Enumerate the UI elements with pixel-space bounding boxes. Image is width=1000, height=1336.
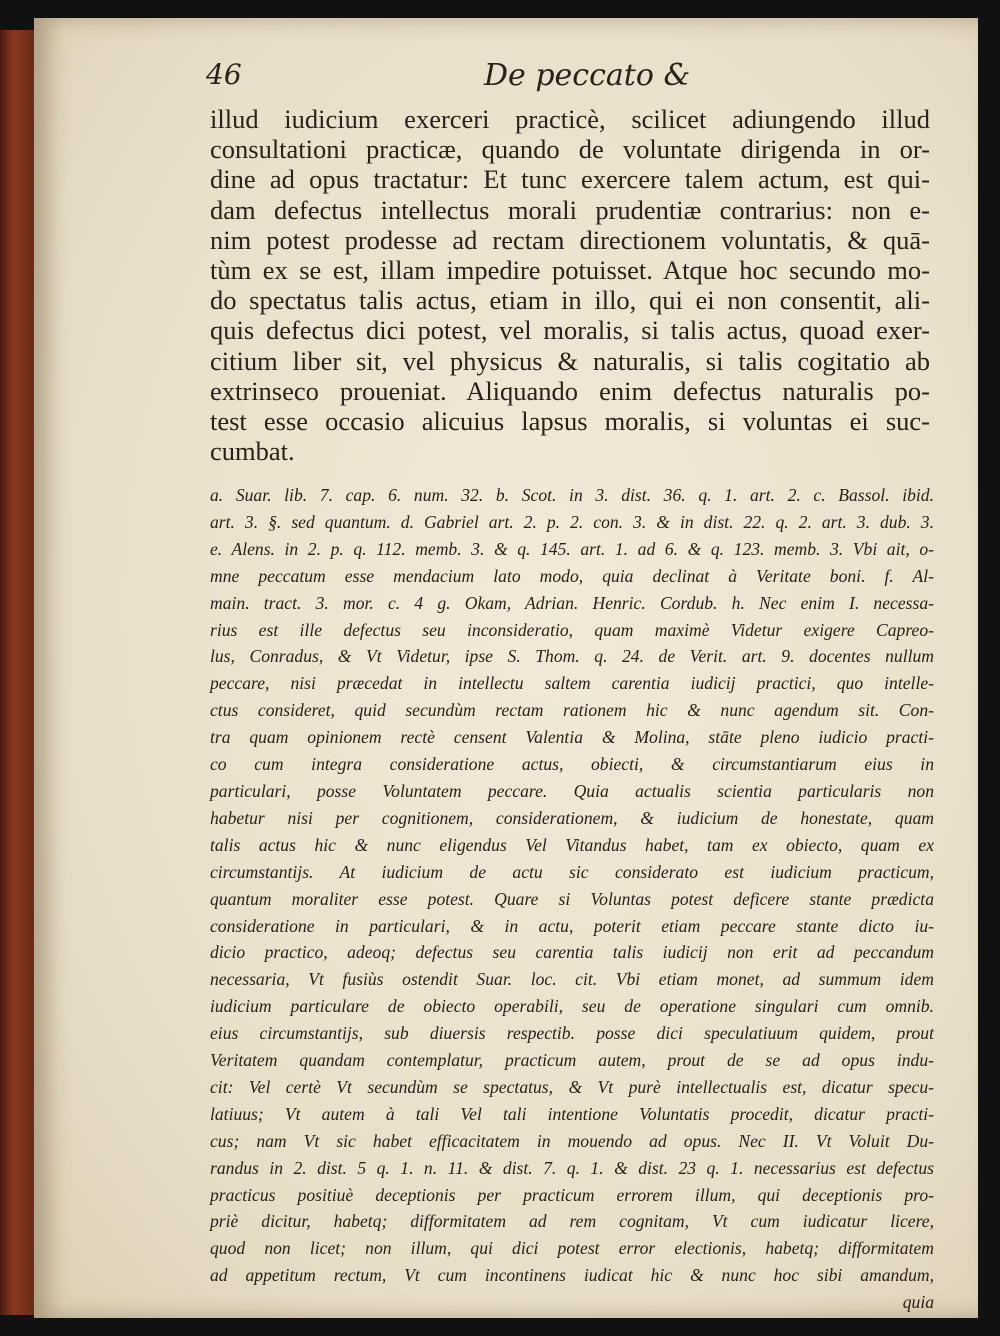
page-number: 46 (206, 58, 242, 91)
note-line: eius circumstantijs, sub diuersis respectib. posse dici speculatiuum quidem, prout (210, 1023, 934, 1044)
main-text-line: consultationi practicæ, quando de voluntate dirigenda in or- (210, 134, 930, 165)
note-line: Veritatem quandam contemplatur, practicum autem, prout de se ad opus indu- (210, 1050, 934, 1071)
note-line: particulari, posse Voluntatem peccare. Quia actualis scientia particularis non (210, 780, 934, 801)
main-text-line: dam defectus intellectus morali prudentiæ contrarius: non e- (210, 194, 930, 225)
running-head (206, 58, 898, 98)
note-line: peccare, nisi præcedat in intellectu saltem carentia iudicij practici, quo intelle- (210, 673, 934, 694)
note-line: quantum moraliter esse potest. Quare si Voluntas potest deficere stante prædicta (210, 888, 934, 909)
running-title: De peccato & (484, 58, 691, 93)
note-line: art. 3. §. sed quantum. d. Gabriel art. 2. p. 2. con. 3. & in dist. 22. q. 2. art. 3. dub. 3. (210, 511, 934, 532)
note-line: randus in 2. dist. 5 q. 1. n. 11. & dist. 7. q. 1. & dist. 23 q. 1. necessarius est defectus (210, 1157, 934, 1178)
book-edge (0, 30, 34, 1315)
main-text-line: dine ad opus tractatur: Et tunc exercere talem actum, est qui- (210, 164, 930, 195)
note-line: mne peccatum esse mendacium lato modo, quia declinat à Veritate boni. f. Al- (210, 565, 934, 586)
note-line: habetur nisi per cognitionem, considerationem, & iudicium de honestate, quam (210, 807, 934, 828)
note-line: cit: Vel certè Vt secundùm se spectatus, & Vt purè intellectualis est, dicatur specu- (210, 1076, 934, 1097)
main-text-line: nim potest prodesse ad rectam directionem voluntatis, & quā- (210, 224, 930, 255)
note-line: co cum integra consideratione actus, obiecti, & circumstantiarum eius in (210, 754, 934, 775)
note-line: a. Suar. lib. 7. cap. 6. num. 32. b. Scot. in 3. dist. 36. q. 1. art. 2. c. Bassol. ibid. (210, 485, 934, 505)
note-line: ad appetitum rectum, Vt cum incontinens iudicat hic & nunc hoc sibi amandum, (210, 1265, 934, 1286)
note-line: iudicium particulare de obiecto operabili, seu de operatione singulari cum omnib. (210, 996, 934, 1017)
main-text-line: cumbat. (210, 436, 295, 467)
note-line: priè dicitur, habetq; difformitatem ad rem cognitam, Vt cum iudicatur licere, (210, 1211, 934, 1232)
note-line: ctus consideret, quid secundùm rectam rationem hic & nunc agendum sit. Con- (210, 700, 934, 721)
main-text-line: do spectatus talis actus, etiam in illo, qui ei non consentit, ali- (210, 285, 930, 316)
note-line: lus, Conradus, & Vt Videtur, ipse S. Thom. q. 24. de Verit. art. 9. docentes nullum (210, 646, 934, 667)
note-line: tra quam opinionem rectè censent Valentia & Molina, stāte pleno iudicio practi- (210, 727, 934, 748)
main-text-line: quis defectus dici potest, vel moralis, si talis actus, quoad exer- (210, 315, 930, 346)
note-line: talis actus hic & nunc eligendus Vel Vitandus habet, tam ex obiecto, quam ex (210, 834, 934, 855)
note-line: consideratione in particulari, & in actu, poterit etiam peccare stante dicto iu- (210, 915, 934, 936)
book-page (34, 18, 978, 1318)
note-line: rius est ille defectus seu inconsideratio, quam maximè Videtur exigere Capreo- (210, 619, 934, 640)
note-line: latiuus; Vt autem à tali Vel tali intentione Voluntatis procedit, dicatur practi- (210, 1103, 934, 1124)
note-line: main. tract. 3. mor. c. 4 g. Okam, Adrian. Henric. Cordub. h. Nec enim I. necessa- (210, 592, 934, 613)
main-text-line: test esse occasio alicuius lapsus moralis, si voluntas ei suc- (210, 406, 930, 437)
note-line: dicio practico, adeoq; defectus seu carentia talis iudicij non erit ad peccandum (210, 942, 934, 963)
note-line: practicus positiuè deceptionis per practicum errorem illum, qui deceptionis pro- (210, 1184, 934, 1205)
note-line: quod non licet; non illum, qui dici potest error electionis, habetq; difformitatem (210, 1238, 934, 1259)
main-text-line: extrinseco proueniat. Aliquando enim defectus naturalis po- (210, 375, 930, 406)
note-line: necessaria, Vt fusiùs ostendit Suar. loc. cit. Vbi etiam monet, ad summum idem (210, 969, 934, 990)
note-line: e. Alens. in 2. p. q. 112. memb. 3. & q. 145. art. 1. ad 6. & q. 123. memb. 3. Vbi ait, o- (210, 538, 934, 559)
note-line: circumstantijs. At iudicium de actu sic considerato est iudicium practicum, (210, 861, 934, 882)
main-text-line: illud iudicium exerceri practicè, scilicet adiungendo illud (210, 104, 930, 134)
note-line: cus; nam Vt sic habet efficacitatem in mouendo ad opus. Nec II. Vt Voluit Du- (210, 1130, 934, 1151)
main-text-line: tùm ex se est, illam impedire potuisset. Atque hoc secundo mo- (210, 255, 930, 286)
catchword: quia (902, 1292, 934, 1313)
main-text-line: citium liber sit, vel physicus & naturalis, si talis cogitatio ab (210, 345, 930, 376)
main-text-block (210, 104, 930, 466)
marginal-notes-block (210, 482, 934, 1316)
